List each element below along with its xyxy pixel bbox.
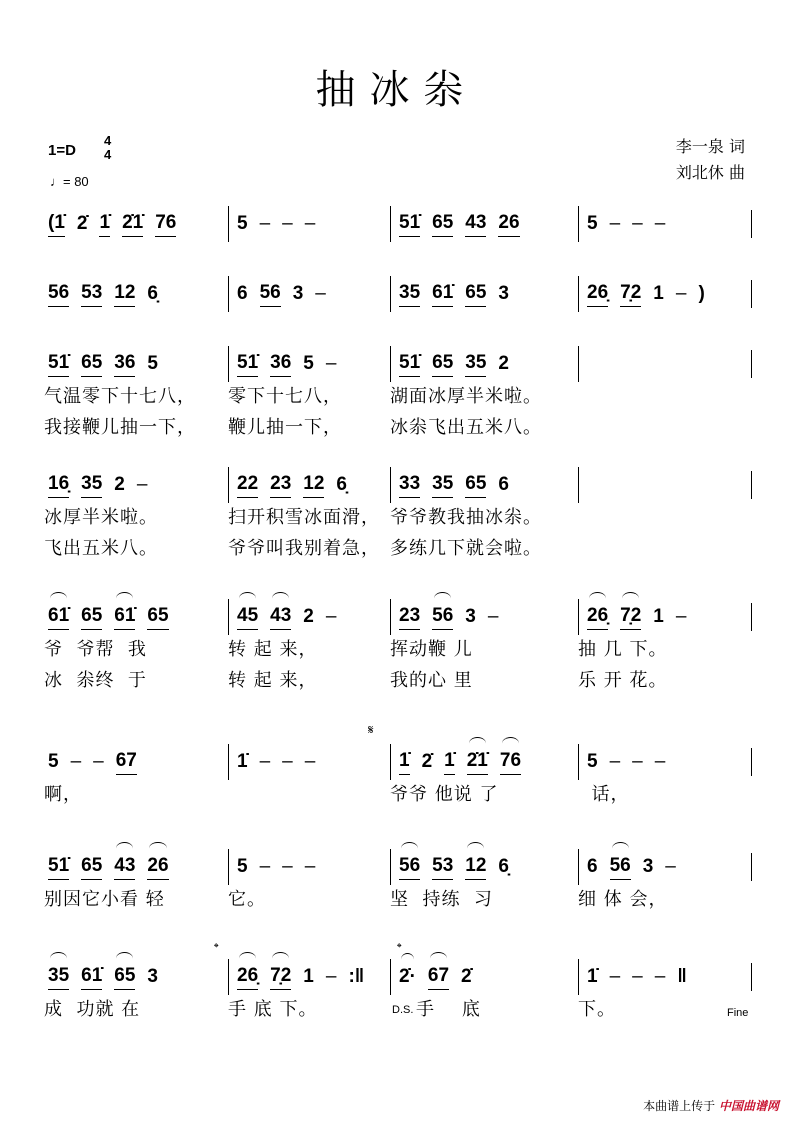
score-row: [44, 206, 752, 242]
measure: [390, 599, 578, 635]
note-group: 2: [498, 353, 509, 374]
measure: [578, 744, 752, 780]
extension-dash: –: [304, 213, 316, 234]
measure: [228, 849, 390, 885]
note-group: 35: [465, 351, 486, 377]
extension-dash: –: [136, 474, 148, 495]
measure: [390, 849, 578, 885]
measure: [228, 467, 390, 503]
lyric-text: 我的心 里: [390, 670, 473, 691]
lyric-text: 细 体 会，: [578, 889, 668, 910]
note-group: 65: [432, 211, 453, 237]
lyric-text: 别因它小看 轻: [44, 889, 165, 910]
lyric-text: [578, 503, 752, 529]
lyricist: 李一泉 词: [675, 137, 745, 156]
measure: [44, 744, 228, 780]
site-logo[interactable]: 中国曲谱网: [718, 1099, 779, 1113]
barline: [751, 350, 752, 378]
note-group: 53: [81, 281, 102, 307]
note-group: 5: [587, 751, 598, 772]
note-group: 3: [498, 283, 509, 304]
extension-dash: –: [315, 283, 326, 304]
measure: [44, 206, 228, 242]
lyrics-line: [44, 413, 752, 439]
note-group: 23: [270, 472, 291, 498]
lyrics-line: [44, 780, 752, 806]
score-row: [44, 959, 752, 995]
note-group: 26̣: [587, 604, 608, 630]
note-group: 1̇: [99, 211, 110, 237]
note-group: 56: [48, 281, 69, 307]
extension-dash: –: [675, 606, 687, 627]
measure: [390, 959, 578, 995]
note-group: 3: [147, 966, 158, 987]
time-signature: [104, 134, 111, 162]
footer-credit: [643, 1097, 779, 1114]
barline: [751, 471, 752, 499]
credits: [676, 134, 745, 186]
note-group: 43: [270, 604, 291, 630]
note-group: 61̇: [114, 604, 135, 630]
coda-icon: 𝄌: [214, 940, 219, 955]
note-group: 5: [237, 856, 248, 877]
note-group: 65: [465, 281, 486, 307]
measure: [44, 959, 228, 995]
composer: 刘北休 曲: [675, 163, 745, 182]
score-row: [44, 599, 752, 635]
extension-dash: –: [304, 751, 316, 772]
lyric-text: [578, 534, 752, 560]
note-group: 35: [48, 964, 69, 990]
measure: [228, 276, 390, 312]
lyric-text: 下。: [578, 999, 616, 1020]
note-group: 7̣2: [620, 281, 641, 307]
lyric-text: 爷爷 他说 了: [390, 784, 499, 805]
extension-dash: –: [632, 213, 643, 234]
note-group: 35: [81, 472, 102, 498]
lyric-text: 飞出五米八。: [44, 538, 158, 559]
extension-dash: –: [632, 751, 643, 772]
measure: [390, 206, 578, 242]
note-group: 1̇: [587, 966, 598, 987]
note-group: :‖: [348, 966, 365, 987]
note-group: 1̇: [237, 751, 248, 772]
note-group: 6̣: [498, 856, 509, 877]
lyric-text: 鞭儿抽一下，: [228, 417, 342, 438]
score-row: [44, 849, 752, 885]
lyric-text: 坚 持练 习: [390, 889, 493, 910]
note-group: 5: [303, 353, 314, 374]
lyrics-line: [44, 635, 752, 661]
score-row: [44, 346, 752, 382]
lyric-text: [578, 413, 752, 439]
note-group: 26: [147, 854, 168, 880]
score-row: [44, 276, 752, 312]
lyric-text: 扫开积雪冰面滑，: [228, 507, 380, 528]
lyric-text: 冰厚半米啦。: [44, 507, 158, 528]
extension-dash: –: [675, 283, 687, 304]
measure: [578, 849, 752, 885]
barline: [751, 853, 752, 881]
note-group: 76: [155, 211, 176, 237]
measure: [228, 206, 390, 242]
extension-dash: –: [609, 751, 621, 772]
extension-dash: –: [609, 966, 621, 987]
note-group: 22: [237, 472, 258, 498]
note-group: 7̣2: [620, 604, 641, 630]
note-group: 6: [237, 283, 248, 304]
lyric-text: 冰尜飞出五米八。: [390, 417, 542, 438]
time-bottom: 4: [104, 147, 112, 162]
tempo-marking: ♩= 80: [50, 174, 89, 189]
note-group: 1̇: [399, 749, 410, 775]
note-group: 6̣: [147, 283, 158, 304]
measure: [44, 346, 228, 382]
lyric-text: 爷爷教我抽冰尜。: [390, 507, 542, 528]
lyric-text: 湖面冰厚半米啦。: [390, 386, 542, 407]
note-group: 12: [303, 472, 324, 498]
lyric-text: 手 底 下。: [228, 999, 318, 1020]
note-group: (1̇: [48, 211, 65, 237]
lyrics-line: [44, 534, 752, 560]
note-group: 36: [114, 351, 135, 377]
note-group: 35: [432, 472, 453, 498]
lyric-text: 爷爷叫我别着急，: [228, 538, 380, 559]
measure: [228, 599, 390, 635]
lyric-text: 冰 尜终 于: [44, 670, 147, 691]
extension-dash: –: [282, 751, 293, 772]
note-group: 5: [237, 213, 248, 234]
score-row: [44, 467, 752, 503]
measure: [390, 276, 578, 312]
lyric-text: 挥动鞭 儿: [390, 639, 473, 660]
note-group: 67: [116, 749, 137, 775]
note-group: 56: [260, 281, 281, 307]
extension-dash: –: [282, 856, 293, 877]
note-group: 56: [399, 854, 420, 880]
note-group: 5: [48, 751, 59, 772]
extension-dash: –: [304, 856, 316, 877]
note-group: 61̇: [432, 281, 453, 307]
extension-dash: –: [654, 213, 666, 234]
lyric-text: 乐 开 花。: [578, 670, 668, 691]
lyric-text: 零下十七八，: [228, 386, 342, 407]
measure: [228, 959, 390, 995]
note-group: 26̣: [587, 281, 608, 307]
segno-icon: 𝄋: [368, 722, 374, 737]
measure: [390, 744, 578, 780]
measure: [44, 467, 228, 503]
measure: [44, 276, 228, 312]
note-group: 1: [303, 966, 314, 987]
fine-marking: Fine: [727, 1007, 749, 1019]
extension-dash: –: [665, 856, 676, 877]
note-group: 43: [114, 854, 135, 880]
note-group: 5: [587, 213, 598, 234]
measure: [390, 346, 578, 382]
barline: [751, 603, 752, 631]
time-top: 4: [104, 133, 112, 148]
note-group: 36: [270, 351, 291, 377]
lyrics-line: [44, 885, 752, 911]
note-group: 56: [432, 604, 453, 630]
extension-dash: –: [654, 966, 666, 987]
lyric-text: 手 底: [416, 999, 481, 1020]
coda-icon-2: 𝄌: [397, 940, 402, 955]
barline: [751, 280, 752, 308]
note-group: ): [698, 283, 705, 304]
lyric-text: 爷 爷帮 我: [44, 639, 147, 660]
extension-dash: –: [654, 751, 666, 772]
lyric-text: [578, 382, 752, 408]
note-group: 65: [81, 604, 102, 630]
measure: [578, 276, 752, 312]
measure: [228, 346, 390, 382]
measure: [578, 206, 752, 242]
lyric-text: 我接鞭儿抽一下，: [44, 417, 196, 438]
lyric-text: 气温零下十七八，: [44, 386, 196, 407]
note-group: 1: [653, 606, 664, 627]
note-group: 6: [587, 856, 598, 877]
note-group: 3: [292, 283, 304, 304]
note-group: 65: [81, 351, 102, 377]
note-group: 1̇: [444, 749, 455, 775]
note-group: 33: [399, 472, 420, 498]
song-title: 抽冰尜: [315, 67, 478, 113]
note-group: 5: [147, 353, 158, 374]
note-group: 45: [237, 604, 258, 630]
score-row: [44, 744, 752, 780]
barline: [751, 963, 752, 991]
extension-dash: –: [259, 751, 271, 772]
extension-dash: –: [70, 751, 82, 772]
measure: [578, 346, 752, 382]
lyric-text: 转 起 来，: [228, 670, 318, 691]
extension-dash: –: [259, 213, 271, 234]
note-group: 2: [303, 606, 314, 627]
lyrics-line: [44, 503, 752, 529]
note-group: 43: [465, 211, 486, 237]
note-group: 7̣2: [270, 964, 291, 990]
lyric-text: 抽 几 下。: [578, 639, 668, 660]
note-group: 65: [465, 472, 486, 498]
note-group: 23: [399, 604, 420, 630]
extension-dash: –: [632, 966, 643, 987]
measure: [578, 959, 752, 995]
note-group: 51̇: [48, 351, 69, 377]
note-group: 2̇·: [399, 966, 416, 987]
note-group: 1: [653, 283, 664, 304]
note-group: 3: [465, 606, 476, 627]
note-group: 56: [610, 854, 631, 880]
note-group: 2: [114, 474, 125, 495]
note-group: 2̇: [421, 751, 433, 772]
note-group: 3: [642, 856, 654, 877]
lyric-text: 转 起 来，: [228, 639, 318, 660]
note-group: 51̇: [399, 351, 420, 377]
note-group: 12: [465, 854, 486, 880]
note-group: 12: [114, 281, 135, 307]
lyric-text: 啊，: [44, 784, 82, 805]
measure: [228, 744, 390, 780]
measure: [578, 599, 752, 635]
extension-dash: –: [325, 966, 337, 987]
measure: [390, 467, 578, 503]
note-group: 35: [399, 281, 420, 307]
extension-dash: –: [93, 751, 104, 772]
lyrics-line: [44, 382, 752, 408]
note-group: 51̇: [48, 854, 69, 880]
note-group: 61̇: [81, 964, 102, 990]
note-group: 65: [147, 604, 168, 630]
note-group: 53: [432, 854, 453, 880]
note-group: 16̣: [48, 472, 69, 498]
note-group: 51̇: [237, 351, 258, 377]
measure: [578, 467, 752, 503]
extension-dash: –: [325, 606, 337, 627]
note-group: ‖: [677, 966, 687, 987]
note-group: 76: [500, 749, 521, 775]
extension-dash: –: [325, 353, 337, 374]
note-group: 26̣: [237, 964, 258, 990]
note-group: 2̇1̇: [122, 211, 143, 237]
note-group: 65: [432, 351, 453, 377]
lyric-text: 它。: [228, 889, 266, 910]
lyrics-line: [44, 666, 752, 692]
note-group: 6: [498, 474, 509, 495]
key-signature: 1=D: [48, 142, 76, 159]
note-group: 2̇1̇: [467, 749, 488, 775]
barline: [751, 748, 752, 776]
extension-dash: –: [282, 213, 293, 234]
note-group: 65: [81, 854, 102, 880]
note-group: 65: [114, 964, 135, 990]
note-group: 2̇: [76, 213, 88, 234]
note-group: 61̇: [48, 604, 69, 630]
extension-dash: –: [487, 606, 499, 627]
barline: [751, 210, 752, 238]
measure: [44, 599, 228, 635]
lyric-text: [228, 780, 390, 806]
extension-dash: –: [609, 213, 621, 234]
extension-dash: –: [259, 856, 271, 877]
lyric-text: 多练几下就会啦。: [390, 538, 542, 559]
note-group: 26: [498, 211, 519, 237]
lyric-text: 成 功就 在: [44, 999, 141, 1020]
footer-text: 本曲谱上传于: [643, 1099, 716, 1113]
note-group: 67: [428, 964, 449, 990]
note-group: 51̇: [399, 211, 420, 237]
measure: [44, 849, 228, 885]
lyric-text: 话，: [578, 784, 630, 805]
ds-marking: D.S.: [392, 1004, 414, 1016]
note-group: 2̇: [461, 966, 472, 987]
note-group: 6̣: [336, 474, 347, 495]
